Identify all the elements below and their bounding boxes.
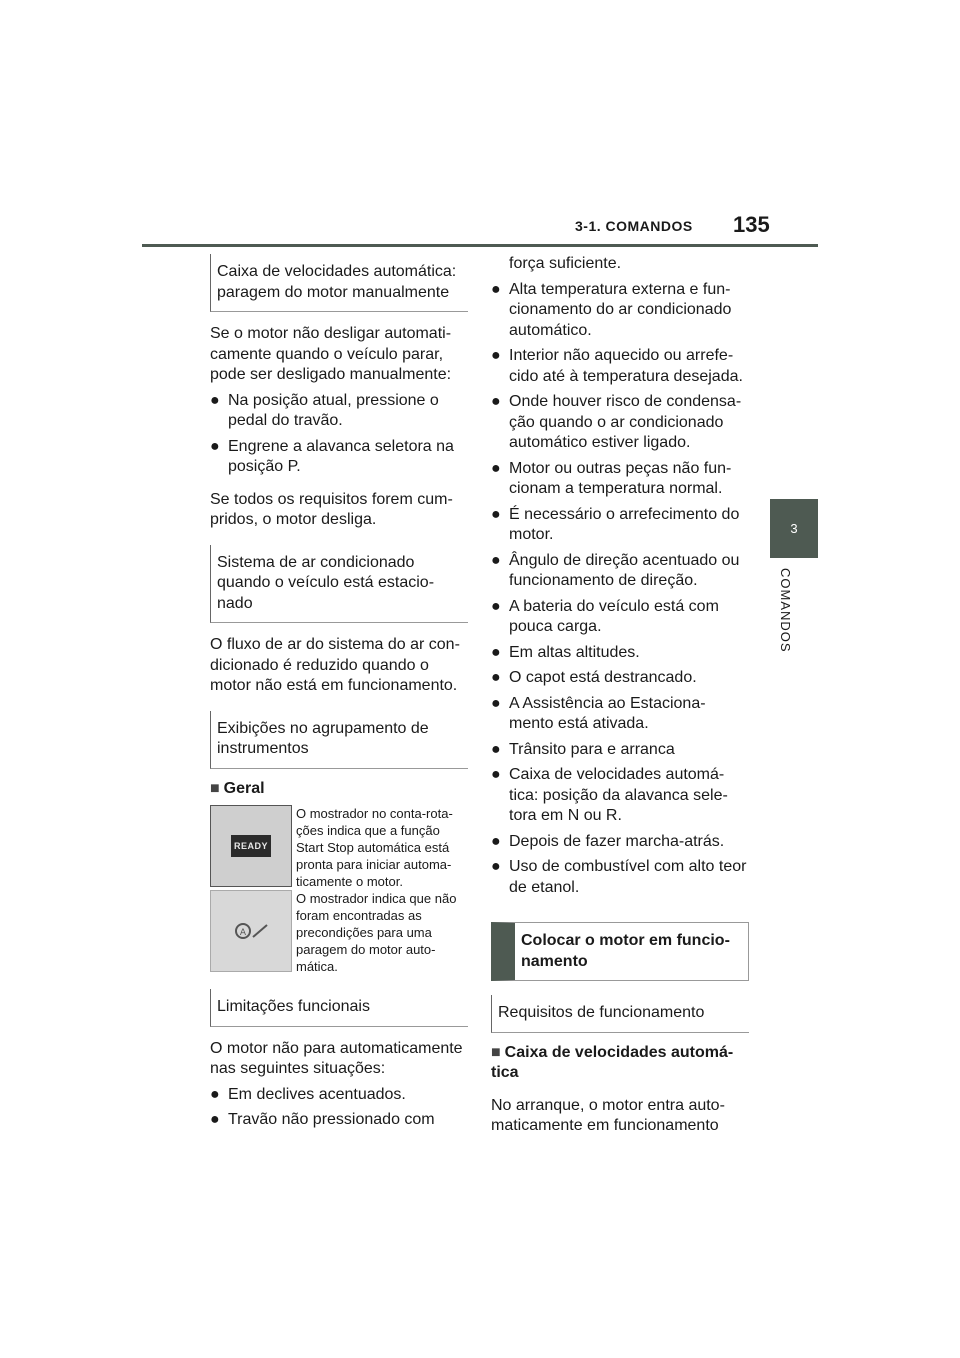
right-column [491,254,749,1137]
bullet-icon: ● [491,459,501,477]
bullet-icon: ● [491,669,501,686]
page-number: 135 [733,212,770,237]
list-item: ● Ângulo de direção acentuado ou funcionamento de direção. [491,551,740,589]
bullet-icon: ● [210,1111,220,1128]
square-icon: ■ [491,1043,501,1061]
figure-caption: O mostrador indica que não foram encontradas as precondições para uma paragem do motor auto-mática. [296,891,457,974]
list-item: ● Na posição atual, pressione o pedal do travão. [210,391,439,429]
figure-ready [210,805,468,890]
bullet-icon: ● [491,597,501,615]
list-item: ● Uso de combustível com alto teor de etanol. [491,858,747,896]
list-item: ● Engrene a alavanca seletora na posição P. [210,437,454,475]
list-item: ● A bateria do veículo está com pouca carga. [491,597,719,635]
list-item: ● É necessário o arrefecimento do motor. [491,505,740,543]
continued-text: força suficiente. [509,255,622,272]
subheading-auto-transmission: ■ Caixa de velocidades automá-tica [491,1043,734,1081]
list-item: ● Em altas altitudes. [491,643,749,664]
chapter-side-label: COMANDOS [778,568,793,653]
bullet-icon: ● [491,858,501,875]
header-divider [142,244,818,247]
bullet-icon: ● [491,347,501,364]
list-item: ● Travão não pressionado com [210,1110,468,1131]
bullet-icon: ● [491,832,501,850]
paragraph: Se todos os requisitos forem cum-pridos, o motor desliga. [210,490,453,528]
auto-stop-off-image [210,890,292,972]
bullet-icon: ● [491,393,501,410]
bullet-list [210,1085,468,1131]
list-item: ● O capot está destrancado. [491,668,749,689]
bullet-icon: ● [491,694,501,712]
bullet-icon: ● [491,280,501,298]
list-item: ● Alta temperatura externa e fun-cionamento do ar condicionado automático. [491,280,732,339]
bullet-icon: ● [491,551,501,569]
paragraph: Se o motor não desligar automati-camente quando o veículo parar, pode ser desligado manualmente: [210,325,452,383]
bullet-icon: ● [491,505,501,523]
bullet-icon: ● [491,740,501,758]
heading-box-manual-stop: Caixa de velocidades automática: paragem do motor manualmente [210,254,468,312]
svg-text:A: A [239,928,247,938]
heading-box-limitations: Limitações funcionais [210,989,468,1027]
bullet-icon: ● [210,391,220,409]
heading-box-displays: Exibições no agrupamento de instrumentos [210,711,468,769]
list-item: ● Trânsito para e arranca [491,740,749,761]
left-column [210,254,468,1131]
bullet-icon: ● [491,643,501,661]
bullet-list [210,391,468,478]
bullet-list [491,280,749,899]
list-item: ● Depois de fazer marcha-atrás. [491,832,749,853]
heading-box-start-engine: Colocar o motor em funcio-namento [491,922,749,981]
list-item: ● Motor ou outras peças não fun-cionam a temperatura normal. [491,459,732,497]
chapter-tab: 3 [770,499,818,558]
paragraph: O motor não para automaticamente nas seguintes situações: [210,1039,463,1077]
square-icon: ■ [210,779,220,797]
list-item: ● Em declives acentuados. [210,1085,468,1106]
heading-box-requirements: Requisitos de funcionamento [491,995,749,1033]
ready-badge: READY [231,835,271,858]
auto-start-stop-off-icon [231,921,271,941]
list-item: ● A Assistência ao Estaciona-mento está ativada. [491,694,706,732]
list-item: ● Interior não aquecido ou arrefe-cido até à temperatura desejada. [491,347,743,385]
figure-caption: O mostrador no conta-rota-ções indica que a função Start Stop automática está pronta para iniciar automa-ticamente o motor. [296,806,453,889]
paragraph: O fluxo de ar do sistema do ar con-dicionado é reduzido quando o motor não está em funcionamento. [210,636,460,694]
bullet-icon: ● [491,766,501,783]
paragraph: No arranque, o motor entra auto-maticamente em funcionamento [491,1096,725,1134]
ready-display-image [210,805,292,887]
bullet-icon: ● [210,437,220,455]
bullet-icon: ● [210,1085,220,1103]
figure-not-ready [210,890,468,975]
section-title: 3-1. COMANDOS [575,218,693,234]
list-item: ● Onde houver risco de condensa-ção quando o ar condicionado automático estiver ligado. [491,393,742,451]
list-item: ● Caixa de velocidades automá-tica: posição da alavanca sele-tora em N ou R. [491,766,728,824]
subheading-geral: ■ Geral [210,779,265,797]
heading-box-climate: Sistema de ar condicionado quando o veículo está estacio-nado [210,545,468,624]
